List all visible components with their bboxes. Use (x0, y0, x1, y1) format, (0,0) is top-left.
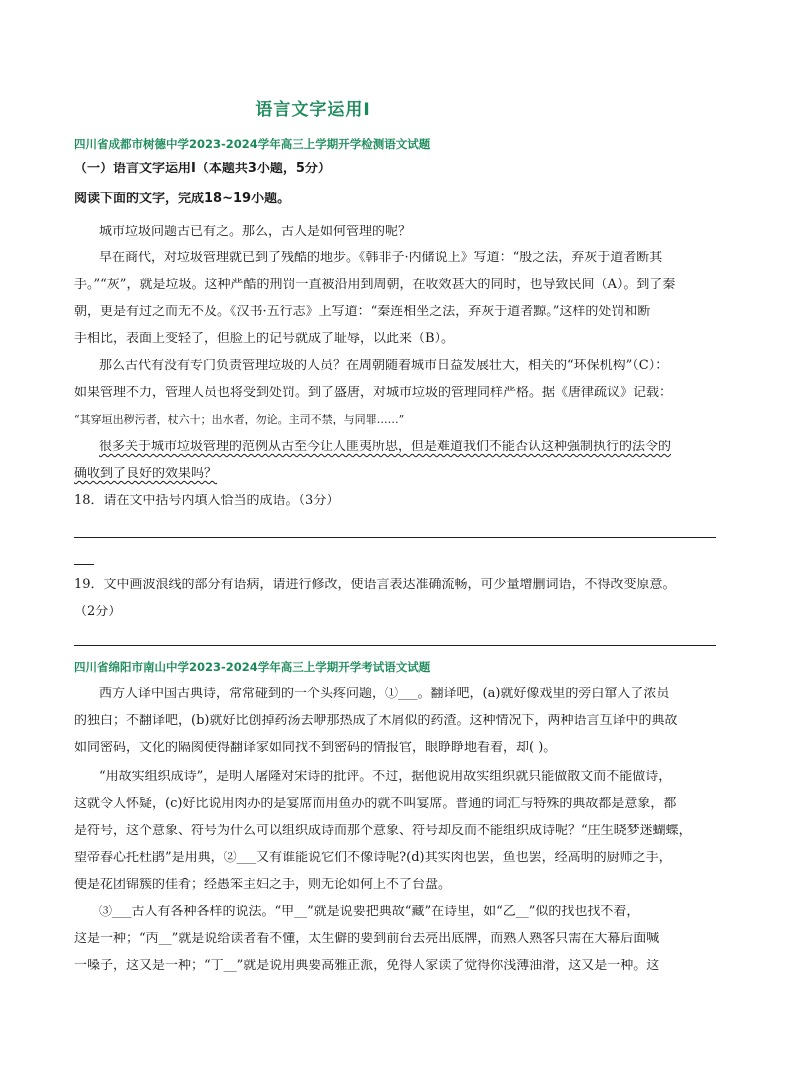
question-19: 19．文中画波浪线的部分有语病，请进行修改，使语言表达准确流畅，可少量增删词语，不得改变原意。 (74, 578, 676, 591)
paragraph-line: “用故实组织成诗”，是明人屠隆对宋诗的批评。不过，据他说用故实组织就只能做散文而不能做诗， (99, 770, 672, 783)
paragraph-line: 这就令人怀疑，(c)好比说用肉办的是宴席而用鱼办的就不叫宴席。普通的词汇与特殊的典故都是意象，都 (74, 797, 677, 810)
paragraph-line: 手。”“灰”，就是垃圾。这种严酷的刑罚一直被沿用到周朝，在收效甚大的同时，也导致民间（A）。到了秦 (74, 278, 676, 291)
quote-line: “其穿垣出秽污者，杖六十；出水者，勿论。主司不禁，与同罪……” (74, 414, 405, 425)
answer-line[interactable] (74, 537, 716, 538)
paragraph-line: 这是一种；“丙__”就是说给读者看不懂，太生僻的要到前台去亮出底牌，而熟人熟客只需在大幕后面喊 (74, 932, 660, 945)
paragraph-line: 早在商代，对垃圾管理就已到了残酷的地步。《韩非子·内储说上》写道：“殷之法，弃灰于道者断其 (99, 251, 663, 264)
instruction: 阅读下面的文字，完成18~19小题。 (74, 192, 291, 205)
answer-line-stub[interactable] (74, 564, 94, 565)
answer-line[interactable] (74, 645, 716, 646)
paragraph-line: 便是花团锦簇的佳肴；经愚笨主妇之手，则无论如何上不了台盘。 (74, 878, 452, 891)
source-label-2: 四川省绵阳市南山中学2023-2024学年高三上学期开学考试语文试题 (74, 660, 431, 674)
paragraph-line: 城市垃圾问题古已有之。那么，古人是如何管理的呢？ (99, 225, 412, 238)
question-19-points: （2分） (74, 605, 122, 618)
paragraph-line: 如果管理不力，管理人员也将受到处罚。到了盛唐，对城市垃圾的管理同样严格。据《唐律疏议》记载： (74, 386, 673, 399)
paragraph-line: ③___古人有各种各样的说法。“甲__”就是说要把典故“藏”在诗里，如“乙__”似的找也找不着， (99, 905, 640, 918)
paragraph-line: 的独白；不翻译吧，(b)就好比创掉药汤去咿那热成了木屑似的药渣。这种情况下，两种语言互译中的典故 (74, 714, 678, 727)
paragraph-line: 西方人译中国古典诗，常常碰到的一个头疼问题，①___。翻译吧，(a)就好像戏里的旁白窜入了浓员 (99, 687, 670, 700)
paragraph-line: 如同密码，文化的隔阂使得翻译家如同找不到密码的情报官，眼睁睁地看着，却( )。 (74, 741, 557, 754)
paragraph-line: 那么古代有没有专门负责管理垃圾的人员？在周朝随着城市日益发展壮大，相关的“环保机构”（C）： (99, 359, 669, 372)
paragraph-line (74, 467, 716, 485)
paragraph-line: 是符号，这个意象、符号为什么可以组织成诗而那个意象、符号却反而不能组织成诗呢？“庄生晓梦迷蝴蝶， (74, 824, 692, 837)
page-title: 语言文字运用Ⅰ (255, 100, 371, 120)
source-label-1: 四川省成都市树德中学2023-2024学年高三上学期开学检测语文试题 (74, 137, 431, 151)
wavy-underlined-text: 确收到了良好的效果吗？ (74, 467, 218, 481)
paragraph-line: 一嗓子，这又是一种；“丁__”就是说用典要高雅正派，免得人家读了觉得你浅薄油滑，这又是一种。这 (74, 959, 660, 972)
question-18: 18．请在文中括号内填入恰当的成语。（3分） (74, 494, 340, 507)
paragraph-line: 手相比，表面上变轻了，但脸上的记号就成了耻辱，以此来（B）。 (74, 332, 455, 345)
paragraph-line: 朝，更是有过之而无不及。《汉书·五行志》上写道：“秦连相坐之法，弃灰于道者黥。”这样的处罚和断 (74, 305, 651, 318)
paragraph-line (99, 440, 741, 458)
wavy-underlined-text: 很多关于城市垃圾管理的范例从古至今让人匪夷所思，但是难道我们不能否认这种强制执行的法令的 (99, 440, 672, 454)
section-heading: （一）语言文字运用Ⅰ（本题共3小题，5分） (74, 162, 331, 175)
paragraph-line: 望帝春心托杜鹃”是用典，②___又有谁能说它们不像诗呢?(d)其实肉也罢，鱼也罢，经高明的厨师之手， (74, 851, 672, 864)
